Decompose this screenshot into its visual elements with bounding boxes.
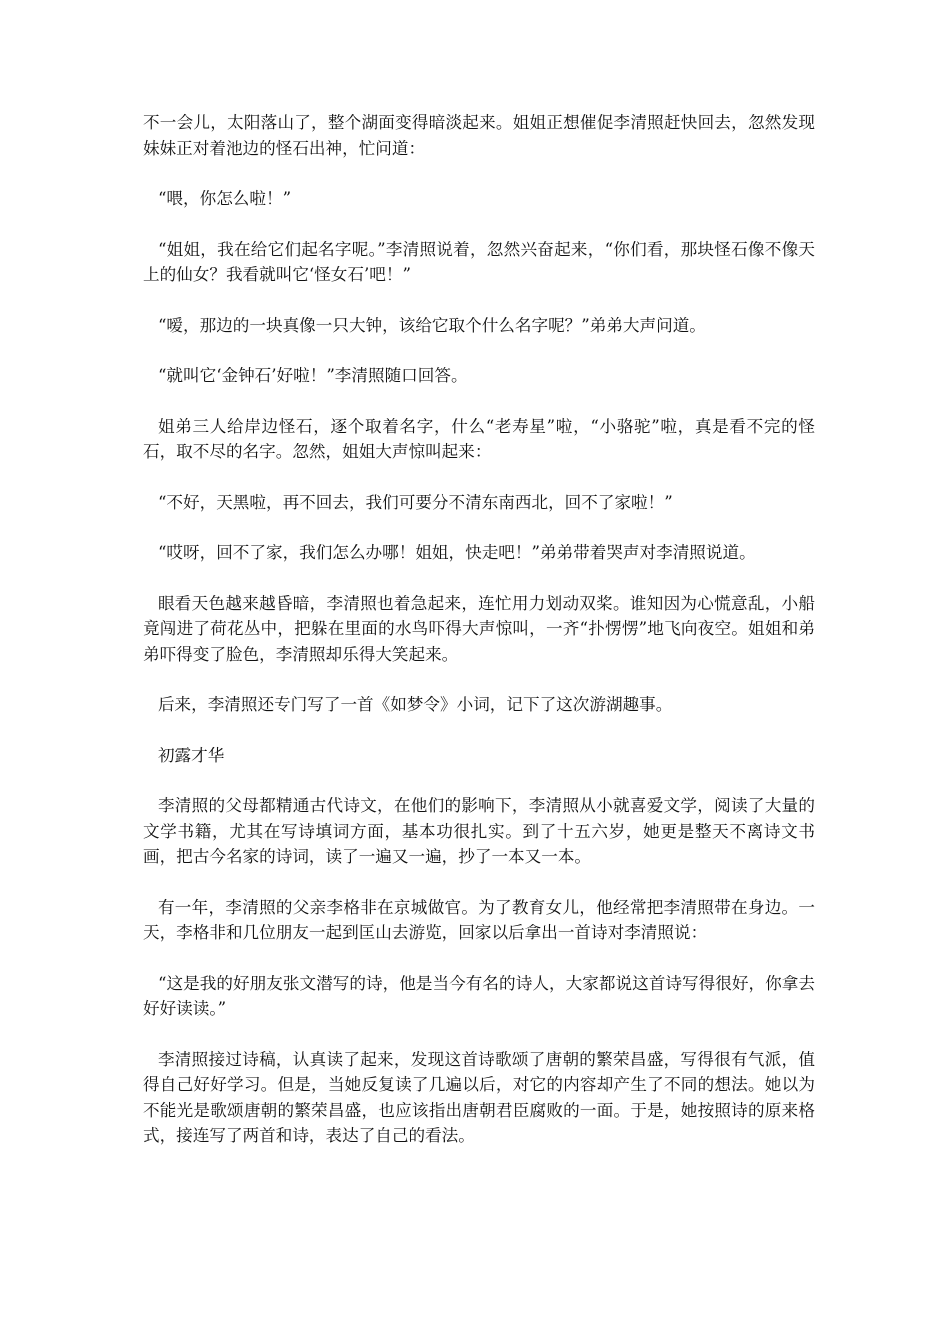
- paragraph: 不一会儿，太阳落山了，整个湖面变得暗淡起来。姐姐正想催促李清照赶快回去，忽然发现妹妹正对着池边的怪石出神，忙问道：: [143, 113, 815, 158]
- paragraph: “不好，天黑啦，再不回去，我们可要分不清东南西北，回不了家啦！”: [157, 492, 673, 512]
- paragraph: 姐弟三人给岸边怪石，逐个取着名字，什么“老寿星”啦，“小骆驼”啦，真是看不完的怪石，取不尽的名字。忽然，姐姐大声惊叫起来：: [143, 416, 815, 461]
- paragraph: 后来，李清照还专门写了一首《如梦令》小词，记下了这次游湖趣事。: [157, 695, 673, 714]
- paragraph: “喂，你怎么啦！”: [157, 189, 292, 208]
- paragraph: “嗳，那边的一块真像一只大钟，该给它取个什么名字呢？”弟弟大声问道。: [157, 315, 706, 335]
- paragraph: “就叫它‘金钟石’好啦！”李清照随口回答。: [157, 366, 468, 385]
- paragraph: 李清照的父母都精通古代诗文，在他们的影响下，李清照从小就喜爱文学，阅读了大量的文学书籍，尤其在写诗填词方面，基本功很扎实。到了十五六岁，她更是整天不离诗文书画，把古今名家的诗词，读了一遍又一遍，抄了一本又一本。: [143, 796, 815, 866]
- paragraph: 眼看天色越来越昏暗，李清照也着急起来，连忙用力划动双桨。谁知因为心慌意乱，小船竟闯进了荷花丛中，把躲在里面的水鸟吓得大声惊叫，一齐“扑愣愣”地飞向夜空。姐姐和弟弟吓得变了脸色，李清照却乐得大笑起来。: [143, 593, 815, 664]
- section-heading: 初露才华: [157, 745, 225, 765]
- paragraph: “哎呀，回不了家，我们怎么办哪！姐姐，快走吧！”弟弟带着哭声对李清照说道。: [157, 543, 756, 562]
- paragraph: “这是我的好朋友张文潜写的诗，他是当今有名的诗人，大家都说这首诗写得很好，你拿去好好读读。”: [143, 973, 815, 1018]
- paragraph: 李清照接过诗稿，认真读了起来，发现这首诗歌颂了唐朝的繁荣昌盛，写得很有气派，值得自己好好学习。但是，当她反复读了几遍以后，对它的内容却产生了不同的想法。她以为不能光是歌颂唐朝的繁荣昌盛，也应该指出唐朝君臣腐败的一面。于是，她按照诗的原来格式，接连写了两首和诗，表达了自己的看法。: [143, 1049, 815, 1145]
- paragraph: “姐姐，我在给它们起名字呢。”李清照说着，忽然兴奋起来，“你们看，那块怪石像不像天上的仙女？我看就叫它‘怪女石’吧！”: [143, 239, 815, 284]
- document-page: [143, 110, 815, 1174]
- paragraph: 有一年，李清照的父亲李格非在京城做官。为了教育女儿，他经常把李清照带在身边。一天，李格非和几位朋友一起到匡山去游览，回家以后拿出一首诗对李清照说：: [143, 897, 815, 942]
